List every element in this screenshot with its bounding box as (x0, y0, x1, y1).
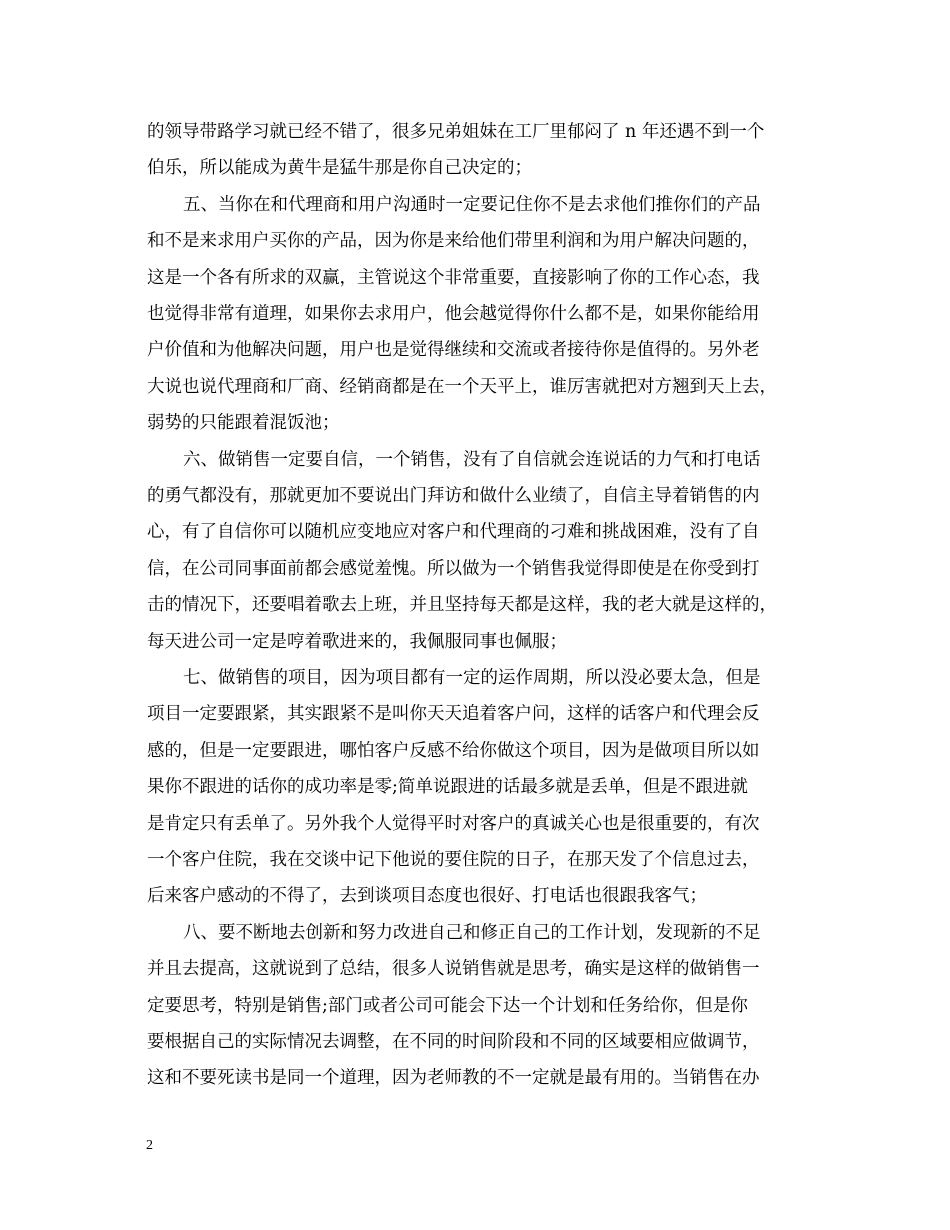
text-line: 弱势的只能跟着混饭池； (147, 413, 340, 433)
text-line: 大说也说代理商和厂商、经销商都是在一个天平上，谁厉害就把对方翘到天上去， (147, 377, 777, 397)
paragraph-first-line: 六、做销售一定要自信，一个销售，没有了自信就会连说话的力气和打电话 (183, 450, 761, 470)
text-line: 后来客户感动的不得了，去到谈项目态度也很好、打电话也很跟我客气； (147, 886, 707, 906)
paragraph-first-line: 七、做销售的项目，因为项目都有一定的运作周期，所以没必要太急，但是 (183, 668, 761, 688)
text-line: 感的，但是一定要跟进，哪怕客户反感不给你做这个项目，因为是做项目所以如 (147, 741, 760, 761)
text-line: 一个客户住院，我在交谈中记下他说的要住院的日子，在那天发了个信息过去， (147, 850, 760, 870)
text-line: 击的情况下，还要唱着歌去上班，并且坚持每天都是这样，我的老大就是这样的， (147, 595, 777, 615)
paragraph-first-line: 八、要不断地去创新和努力改进自己和修正自己的工作计划，发现新的不足 (183, 923, 761, 943)
text-line: 要根据自己的实际情况去调整，在不同的时间阶段和不同的区域要相应做调节， (147, 1032, 760, 1052)
page-number: 2 (146, 1138, 153, 1153)
text-line: 伯乐，所以能成为黄牛是猛牛那是你自己决定的； (147, 158, 532, 178)
text-line: 信，在公司同事面前都会感觉羞愧。所以做为一个销售我觉得即使是在你受到打 (147, 559, 760, 579)
paragraph-first-line: 五、当你在和代理商和用户沟通时一定要记住你不是去求他们推你们的产品 (183, 195, 761, 215)
text-line: 的勇气都没有，那就更加不要说出门拜访和做什么业绩了，自信主导着销售的内 (147, 486, 760, 506)
text-line: 和不是来求用户买你的产品，因为你是来给他们带里利润和为用户解决问题的， (147, 231, 760, 251)
text-line: 每天进公司一定是哼着歌进来的，我佩服同事也佩服； (147, 632, 567, 652)
text-line: 也觉得非常有道理，如果你去求用户，他会越觉得你什么都不是，如果你能给用 (147, 304, 760, 324)
text-line: 果你不跟进的话你的成功率是零;简单说跟进的话最多就是丢单，但是不跟进就 (147, 777, 748, 797)
text-line: 心，有了自信你可以随机应变地应对客户和代理商的刁难和挑战困难，没有了自 (147, 522, 760, 542)
text-line: 这是一个各有所求的双赢，主管说这个非常重要，直接影响了你的工作心态，我 (147, 268, 760, 288)
text-line: 项目一定要跟紧，其实跟紧不是叫你天天追着客户问，这样的话客户和代理会反 (147, 704, 760, 724)
text-line: 这和不要死读书是同一个道理，因为老师教的不一定就是最有用的。当销售在办 (147, 1068, 760, 1088)
text-line: 定要思考，特别是销售;部门或者公司可能会下达一个计划和任务给你，但是你 (147, 996, 748, 1016)
text-line: 是肯定只有丢单了。另外我个人觉得平时对客户的真诚关心也是很重要的，有次 (147, 814, 760, 834)
text-line: 户价值和为他解决问题，用户也是觉得继续和交流或者接待你是值得的。另外老 (147, 340, 760, 360)
text-line: 的领导带路学习就已经不错了，很多兄弟姐妹在工厂里郁闷了 n 年还遇不到一个 (147, 122, 765, 142)
text-line: 并且去提高，这就说到了总结，很多人说销售就是思考，确实是这样的做销售一 (147, 959, 760, 979)
